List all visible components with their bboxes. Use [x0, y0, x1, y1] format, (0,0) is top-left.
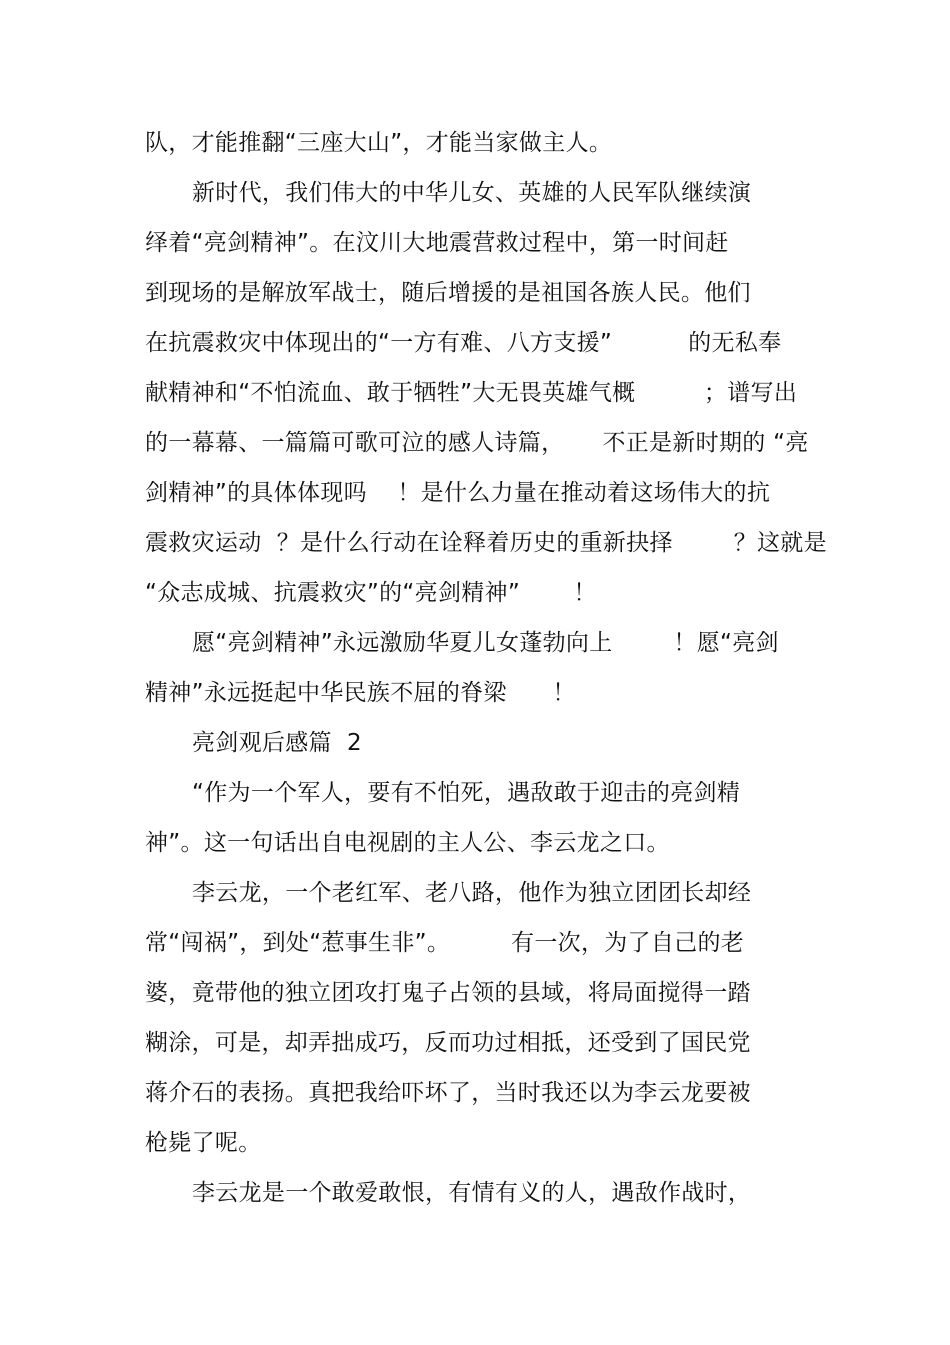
text-line: 婆，竟带他的独立团攻打鬼子占领的县域，将局面搅得一踏 [145, 980, 751, 1006]
text-line: 剑精神”的具体体现吗 ！是什么力量在推动着这场伟大的抗 [145, 480, 771, 506]
text-line: 枪毙了呢。 [145, 1130, 262, 1156]
text-line: 愿“亮剑精神”永远激励华夏儿女蓬勃向上 ！愿“亮剑 [192, 630, 779, 656]
section-heading: 亮剑观后感篇 2 [192, 730, 362, 756]
text-line: “众志成城、抗震救灾”的“亮剑精神” ！ [145, 580, 597, 606]
text-line: 在抗震救灾中体现出的“一方有难、八方支援” 的无私奉 [145, 330, 782, 356]
text-line: 神”。这一句话出自电视剧的主人公、李云龙之口。 [145, 830, 670, 856]
text-line: 献精神和“不怕流血、敢于牺牲”大无畏英雄气概 ；谱写出 [145, 380, 798, 406]
text-line: 李云龙，一个老红军、老八路，他作为独立团团长却经 [192, 880, 752, 906]
text-line: 糊涂，可是，却弄拙成巧，反而功过相抵，还受到了国民党 [145, 1030, 751, 1056]
text-line: 李云龙是一个敢爱敢恨，有情有义的人，遇敌作战时， [192, 1180, 752, 1206]
text-line: 队，才能推翻“三座大山”，才能当家做主人。 [145, 130, 613, 156]
text-line: 震救灾运动 ？是什么行动在诠释着历史的重新抉择 ？这就是 [145, 530, 827, 556]
text-line: 的一幕幕、一篇篇可歌可泣的感人诗篇， 不正是新时期的 “亮 [145, 430, 809, 456]
text-line: “作为一个军人，要有不怕死，遇敌敢于迎击的亮剑精 [192, 780, 741, 806]
text-line: 绎着“亮剑精神”。在汶川大地震营救过程中，第一时间赶 [145, 230, 729, 256]
text-line: 新时代，我们伟大的中华儿女、英雄的人民军队继续演 [192, 180, 752, 206]
text-line: 常“闯祸”，到处“惹事生非”。 有一次，为了自己的老 [145, 930, 745, 956]
text-line: 精神”永远挺起中华民族不屈的脊梁 ！ [145, 680, 576, 706]
text-line: 蒋介石的表扬。真把我给吓坏了，当时我还以为李云龙要被 [145, 1080, 751, 1106]
text-line: 到现场的是解放军战士，随后增援的是祖国各族人民。他们 [145, 280, 751, 306]
